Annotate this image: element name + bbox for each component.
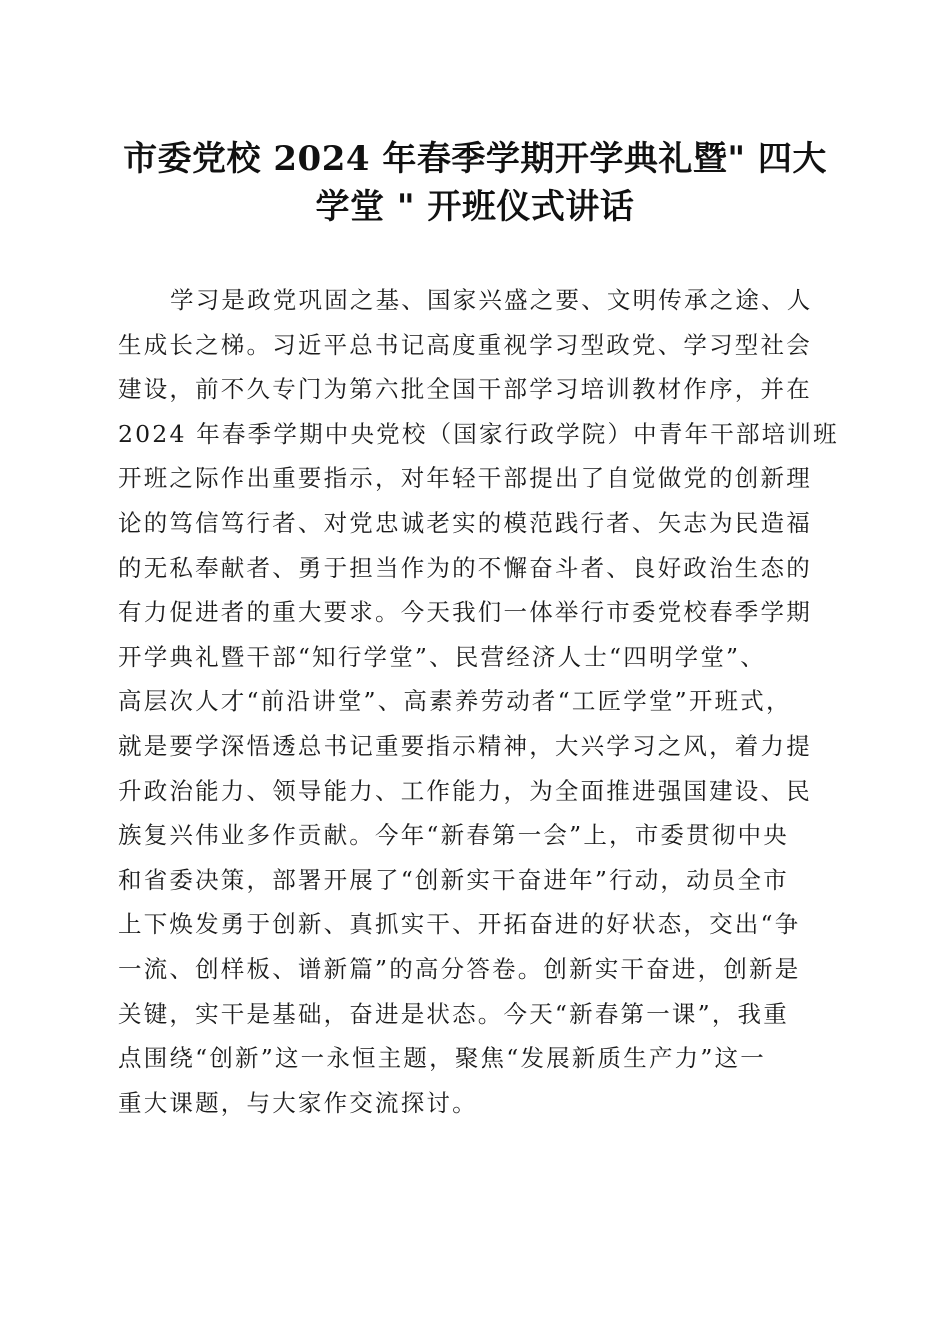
paragraph-line: 生成长之梯。习近平总书记高度重视学习型政党、学习型社会 <box>118 330 812 359</box>
paragraph-line: 上下焕发勇于创新、真抓实干、开拓奋进的好状态，交出“争 <box>118 910 801 939</box>
paragraph-line: 关键，实干是基础，奋进是状态。今天“新春第一课”，我重 <box>118 999 789 1028</box>
title-line-1: 市委党校 2024 年春季学期开学典礼暨" 四大 <box>123 139 827 179</box>
paragraph-line: 和省委决策，部署开展了“创新实干奋进年”行动，动员全市 <box>118 865 789 894</box>
paragraph-line: 族复兴伟业多作贡献。今年“新春第一会”上，市委贯彻中央 <box>118 821 789 850</box>
title-line-2: 学堂 " 开班仪式讲话 <box>315 187 635 227</box>
paragraph-line: 就是要学深悟透总书记重要指示精神，大兴学习之风，着力提 <box>118 731 812 760</box>
paragraph-line: 开学典礼暨干部“知行学堂”、民营经济人士“四明学堂”、 <box>118 642 766 671</box>
paragraph-line: 有力促进者的重大要求。今天我们一体举行市委党校春季学期 <box>118 598 812 627</box>
paragraph-line: 论的笃信笃行者、对党忠诚老实的模范践行者、矢志为民造福 <box>118 508 812 537</box>
paragraph-line: 高层次人才“前沿讲堂”、高素养劳动者“工匠学堂”开班式， <box>118 687 792 716</box>
paragraph-line: 点围绕“创新”这一永恒主题，聚焦“发展新质生产力”这一 <box>118 1044 766 1073</box>
paragraph-line: 2024 年春季学期中央党校（国家行政学院）中青年干部培训班 <box>118 419 839 448</box>
paragraph-line: 重大课题，与大家作交流探讨。 <box>118 1088 478 1117</box>
body-paragraph <box>118 278 838 1125</box>
paragraph-line: 的无私奉献者、勇于担当作为的不懈奋斗者、良好政治生态的 <box>118 553 812 582</box>
paragraph-line: 建设，前不久专门为第六批全国干部学习培训教材作序，并在 <box>118 375 812 404</box>
paragraph-line: 升政治能力、领导能力、工作能力，为全面推进强国建设、民 <box>118 776 812 805</box>
paragraph-line: 开班之际作出重要指示，对年轻干部提出了自觉做党的创新理 <box>118 464 812 493</box>
document-title <box>110 135 840 231</box>
paragraph-line: 学习是政党巩固之基、国家兴盛之要、文明传承之途、人 <box>170 286 813 314</box>
paragraph-line: 一流、创样板、谱新篇”的高分答卷。创新实干奋进，创新是 <box>118 954 801 983</box>
